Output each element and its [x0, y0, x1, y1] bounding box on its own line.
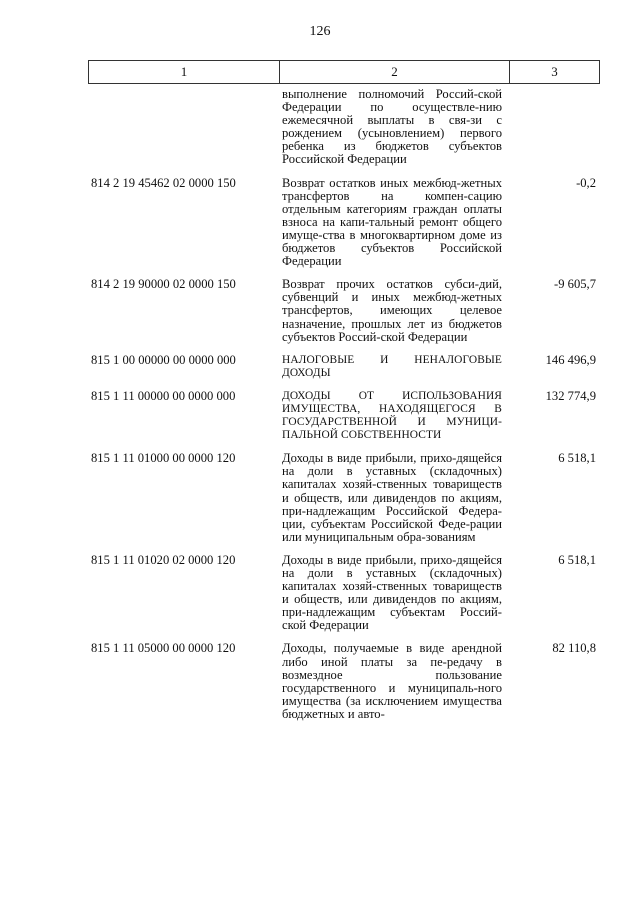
table-header — [88, 60, 600, 84]
budget-table — [88, 60, 600, 731]
row-description: НАЛОГОВЫЕ И НЕНАЛОГОВЫЕ ДОХОДЫ — [282, 353, 502, 379]
row-description: Доходы, получаемые в виде арендной либо иной платы за пе-редачу в возмездное пользование государственного и муниципаль-ного имущества (за исключением имущества бюджетных и авто- — [282, 641, 502, 721]
row-code: 815 1 00 00000 00 0000 000 — [91, 352, 236, 367]
row-code: 814 2 19 45462 02 0000 150 — [91, 175, 236, 190]
header-col-2: 2 — [280, 61, 510, 83]
row-value: 6 518,1 — [558, 451, 596, 466]
row-code: 815 1 11 01020 02 0000 120 — [91, 552, 236, 567]
table-row — [88, 390, 600, 442]
row-code: 814 2 19 90000 02 0000 150 — [91, 277, 236, 292]
table-row — [88, 278, 600, 343]
row-code: 815 1 11 01000 00 0000 120 — [91, 451, 236, 466]
table-row — [88, 177, 600, 269]
table-row — [88, 354, 600, 380]
header-col-3: 3 — [551, 64, 558, 79]
row-description: Доходы в виде прибыли, прихо-дящейся на доли в уставных (складочных) капиталах хозяй-ственных товариществ и обществ, или дивидендов по акциям, при-надлежащим Российской Федера-ции, субъектам Российской Феде-рации или муниципальным обра-зованиям — [282, 451, 502, 544]
row-description: Возврат остатков иных межбюд-жетных трансфертов на компен-сацию отдельным категориям граждан оплаты взноса на капи-тальный ремонт общего имуще-ства в многоквартирном доме из бюджетов субъектов Российской Федерации — [282, 175, 502, 269]
row-code: 815 1 11 00000 00 0000 000 — [91, 388, 236, 403]
row-value: -9 605,7 — [554, 277, 596, 292]
row-code: 815 1 11 05000 00 0000 120 — [91, 641, 236, 656]
row-value: 132 774,9 — [545, 388, 596, 403]
row-description: Доходы в виде прибыли, прихо-дящейся на доли в уставных (складочных) капиталах хозяй-ственных товариществ и обществ, или дивидендов по акциям, при-надлежащим субъектам Россий-ской Федерации — [282, 552, 502, 633]
table-row-continuation — [88, 88, 600, 167]
row-value: 146 496,9 — [545, 352, 596, 367]
page-number: 126 — [309, 24, 331, 39]
row-description: ДОХОДЫ ОТ ИСПОЛЬЗОВАНИЯ ИМУЩЕСТВА, НАХОДЯЩЕГОСЯ В ГОСУДАРСТВЕННОЙ И МУНИЦИ-ПАЛЬНОЙ СОБСТВЕННОСТИ — [282, 389, 502, 442]
header-col-1: 1 — [89, 61, 280, 83]
row-value: 82 110,8 — [552, 641, 596, 656]
table-row — [88, 554, 600, 633]
row-value: -0,2 — [576, 175, 596, 190]
table-row — [88, 642, 600, 721]
row-description: выполнение полномочий Россий-ской Федерации по осуществле-нию ежемесячной выплаты в свя-зи с рождением (усыновлением) первого ребенка из бюджетов субъектов Российской Федерации — [282, 87, 502, 167]
row-value: 6 518,1 — [558, 552, 596, 567]
table-row — [88, 452, 600, 544]
row-description: Возврат прочих остатков субси-дий, субвенций и иных межбюд-жетных трансфертов, имеющих целевое назначение, прошлых лет из бюджетов субъектов Россий-ской Федерации — [282, 277, 502, 344]
